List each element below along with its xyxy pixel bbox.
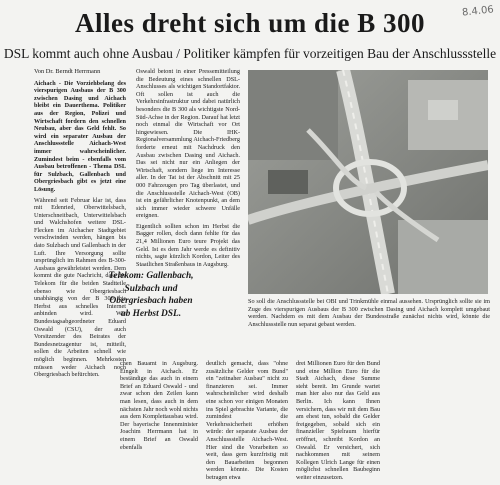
byline: Von Dr. Berndt Herrmann bbox=[34, 68, 101, 75]
photo-caption: So soll die Anschlussstelle bei OBI und Trinkmühle einmal aussehen. Ursprünglich sollte sie im Zuge des vierspurigen Ausbaus der B 300 zwischen Dasing und Aichach komplett umgebaut werden. Nachdem es mit dem Ausbau der Bundesstraße zunächst nichts wird, könnte die Anschlussstelle nun separat gebaut werden. bbox=[248, 298, 490, 328]
handwritten-date: 8.4.06 bbox=[461, 4, 495, 19]
headline: Alles dreht sich um die B 300 bbox=[74, 8, 426, 38]
article-column-3 bbox=[120, 360, 198, 454]
interchange-illustration bbox=[248, 70, 488, 294]
pull-quote bbox=[84, 270, 218, 320]
lead-paragraph: Aichach - Die Vorziehbelang des vierspurigen Ausbaus der B 300 zwischen Dasing und Aichach bleibt ein Dauerthema. Politiker aus der Region, Polizei und Wirtschaft fordern den schnellen Neubau, aber das Geld fehlt. So wird ein separater Ausbau der Anschlussstelle Aichach-West immer wahrscheinlicher. Zumindest beim - ebenfalls vom Ausbau betroffenen - Thema DSL für Sulzbach, Gallenbach und Obergriesbach gibt es jetzt eine Lösung. bbox=[34, 79, 126, 193]
article-column-4 bbox=[206, 360, 288, 485]
paragraph: drei Millionen Euro für den Bund und eine Million Euro für die Stadt Aichach, diese Summe steht bereit. Im Grunde wartet man hier also nur das Geld aus Berlin. Ich kann Ihnen versichern, dass wir mit dem Bau am ehest tun, sobald die Gelder freigegeben, sobald sich ein finanzieller Spielraum hierfür eröffnet, schreibt Kordon an Oswald. Er versichert, sich nachkommen mit seinem Kollegen Ulrich Lange für einen möglichst schnellen Baubeginn weiter einzusetzen. bbox=[296, 360, 380, 481]
pull-quote-line: ab Herbst DSL. bbox=[120, 308, 182, 319]
pull-quote-line: Sulzbach und bbox=[124, 283, 178, 294]
paragraph: Während seit Februar klar ist, dass mit Edenried, Oberwittelsbach, Unterschneitbach, Unterwittelsbach und Walchshofen weitere DSL-Flecken im Aichacher Stadtgebiet verschwinden werden, hängen bis dato Sulzbach und Gallenbach in der Luft. Ihre Versorgung sollte ursprünglich im Rahmen des B-300-Ausbaus gewährleistet werden. Dem kommt die gute Nachricht, dass die Telekom für die beiden Stadtteile ebenso wie Obergriesbach unabhängig von der B 300 bis Herbst aus schnelles Internet anbinden wird. Wie Bundestagsabgeordneter Eduard Oswald (CSU), der auch Vorsitzender des Beirates der Bundesnetzagentur ist, mitteilt, sollen die Arbeiten schnell wie möglich beginnen. Mehrkosten müssen weder Aichach noch Obergriesbach befürchten. bbox=[34, 196, 126, 379]
pull-quote-line: Telekom: Gallenbach, bbox=[108, 271, 194, 281]
article-column-5 bbox=[296, 360, 380, 485]
paragraph: Eigentlich sollten schon im Herbst die Bagger rollen, doch dann fehlte für das 21,4 Millionen Euro teure Projekt das Geld. Ist es dem Jahr werde es definitiv nichts, sagte kürzlich Kordon, Leiter des Staatlichen Straßenbaus in Augsburg. bbox=[136, 222, 240, 268]
paragraph: deutlich gemacht, dass "ohne zusätzliche Gelder vom Bund" ein "zeitnaher Ausbau" nicht zu finanzieren sei. Immer wahrscheinlicher wird deshalb eine schon vor einigen Monaten ins Spiel gebrachte Variante, die zumindest die Verkehrssicherheit erhöhen würde: der separate Ausbau der Anschlussstelle Aichach-West. Hier sind die Vorarbeiten so weit, dass gern kurzfristig mit den Bauarbeiten begonnen werden könnte. Die Kosten betragen etwa bbox=[206, 360, 288, 481]
subheadline: DSL kommt auch ohne Ausbau / Politiker kämpfen für vorzeitigen Bau der Anschlussstelle bbox=[3, 46, 497, 61]
paragraph: chen Bauamt in Augsburg. Eingelt in Aichach. Er beständige das auch in einem Brief an Eduard Oswald - und zwar schon den Zeilen kann man lesen, dass auch in dem nächsten Jahr noch wohl nichts aus dem Komplettausbau wird. Der bayerische Innenminister Joachim Herrmann hat in einem Brief an Oswald ebenfalls bbox=[120, 360, 198, 451]
article-column-1 bbox=[34, 68, 126, 382]
pull-quote-line: Obergriesbach haben bbox=[109, 296, 193, 306]
aerial-interchange-photo bbox=[248, 70, 488, 294]
paragraph: Oswald betont in einer Pressemitteilung die Bedeutung eines schnellen DSL-Anschlusses als wichtigen Standortfaktor. Oft sollen ist auch die Verkehrsinfrastruktur und dabei natürlich besonders die B 300 als wichtigste Nord-Süd-Achse in der Region. Darauf hat letzt noch einmal die Wirtschaft vor Ort hingewiesen. Die IHK-Regionalversammlung Aichach-Friedberg forderte erneut mit Nachdruck den Ausbau zwischen Dasing und Aichach. Das sei nicht nur ein Anliegen der Wirtschaft, sondern liege im Interesse aller. In der Tat ist der Abschnitt mit 25 000 Fahrzeugen pro Tag überlastet, und die Anschlussstelle Aichach-West (OB) ist ein gefährlicher Knotenpunkt, an dem sich immer wieder schwere Unfälle ereignen. bbox=[136, 68, 240, 220]
article-column-2 bbox=[136, 68, 240, 271]
